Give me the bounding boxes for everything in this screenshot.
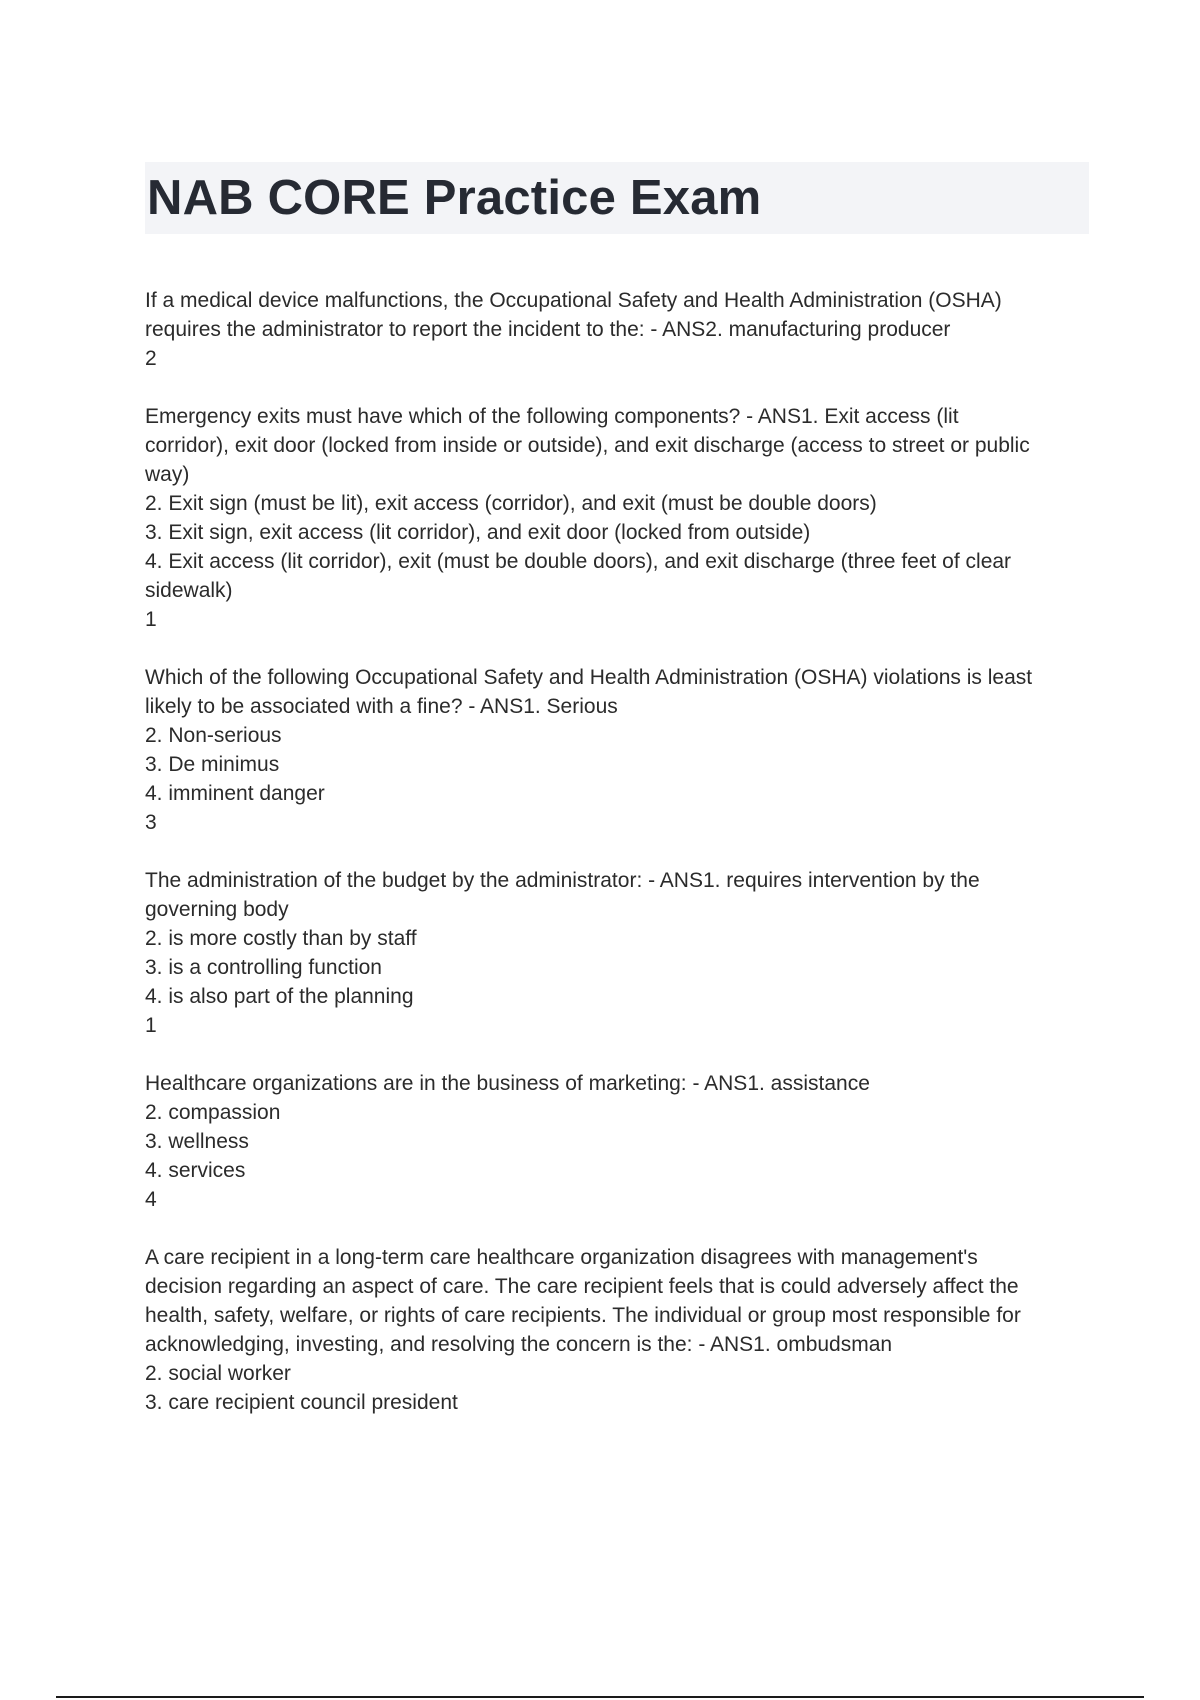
- question-block: [145, 663, 1095, 837]
- question-line: Which of the following Occupational Safety and Health Administration (OSHA) violations is least: [145, 666, 1033, 689]
- question-line: acknowledging, investing, and resolving the concern is the: - ANS1. ombudsman: [145, 1333, 893, 1356]
- question-block: [145, 286, 1095, 373]
- question-line: way): [145, 463, 190, 486]
- question-line: requires the administrator to report the incident to the: - ANS2. manufacturing producer: [145, 318, 951, 341]
- option-line: 4. is also part of the planning: [145, 985, 414, 1008]
- option-line: 3. care recipient council president: [145, 1391, 458, 1414]
- option-line: 2. Non-serious: [145, 724, 282, 747]
- question-line: Healthcare organizations are in the business of marketing: - ANS1. assistance: [145, 1072, 870, 1095]
- option-line: 4. Exit access (lit corridor), exit (must be double doors), and exit discharge (three feet of clear: [145, 550, 1012, 573]
- question-line: health, safety, welfare, or rights of care recipients. The individual or group most responsible for: [145, 1304, 1021, 1327]
- question-line: governing body: [145, 898, 289, 921]
- option-line: 3. is a controlling function: [145, 956, 382, 979]
- answer-line: 1: [145, 608, 157, 631]
- option-line: sidewalk): [145, 579, 233, 602]
- question-line: The administration of the budget by the administrator: - ANS1. requires intervention by the: [145, 869, 980, 892]
- option-line: 4. services: [145, 1159, 246, 1182]
- question-list: [145, 286, 1095, 1446]
- question-line: corridor), exit door (locked from inside or outside), and exit discharge (access to street or public: [145, 434, 1030, 457]
- question-block: [145, 1243, 1095, 1417]
- option-line: 3. De minimus: [145, 753, 280, 776]
- answer-line: 3: [145, 811, 157, 834]
- option-line: 2. Exit sign (must be lit), exit access (corridor), and exit (must be double doors): [145, 492, 877, 515]
- option-line: 2. is more costly than by staff: [145, 927, 417, 950]
- question-line: If a medical device malfunctions, the Occupational Safety and Health Administration (OSHA): [145, 289, 1002, 312]
- question-block: [145, 402, 1095, 634]
- answer-line: 4: [145, 1188, 157, 1211]
- question-block: [145, 1069, 1095, 1214]
- option-line: 3. Exit sign, exit access (lit corridor), and exit door (locked from outside): [145, 521, 811, 544]
- option-line: 4. imminent danger: [145, 782, 325, 805]
- title-band: [145, 162, 1089, 234]
- option-line: 2. social worker: [145, 1362, 291, 1385]
- question-line: likely to be associated with a fine? - ANS1. Serious: [145, 695, 618, 718]
- answer-line: 1: [145, 1014, 157, 1037]
- option-line: 2. compassion: [145, 1101, 281, 1124]
- question-block: [145, 866, 1095, 1040]
- option-line: 3. wellness: [145, 1130, 249, 1153]
- answer-line: 2: [145, 347, 157, 370]
- question-line: Emergency exits must have which of the following components? - ANS1. Exit access (lit: [145, 405, 959, 428]
- page-title: NAB CORE Practice Exam: [147, 171, 762, 225]
- question-line: decision regarding an aspect of care. The care recipient feels that is could adversely affect the: [145, 1275, 1019, 1298]
- footer-rule: [56, 1696, 1144, 1698]
- question-line: A care recipient in a long-term care healthcare organization disagrees with management's: [145, 1246, 978, 1269]
